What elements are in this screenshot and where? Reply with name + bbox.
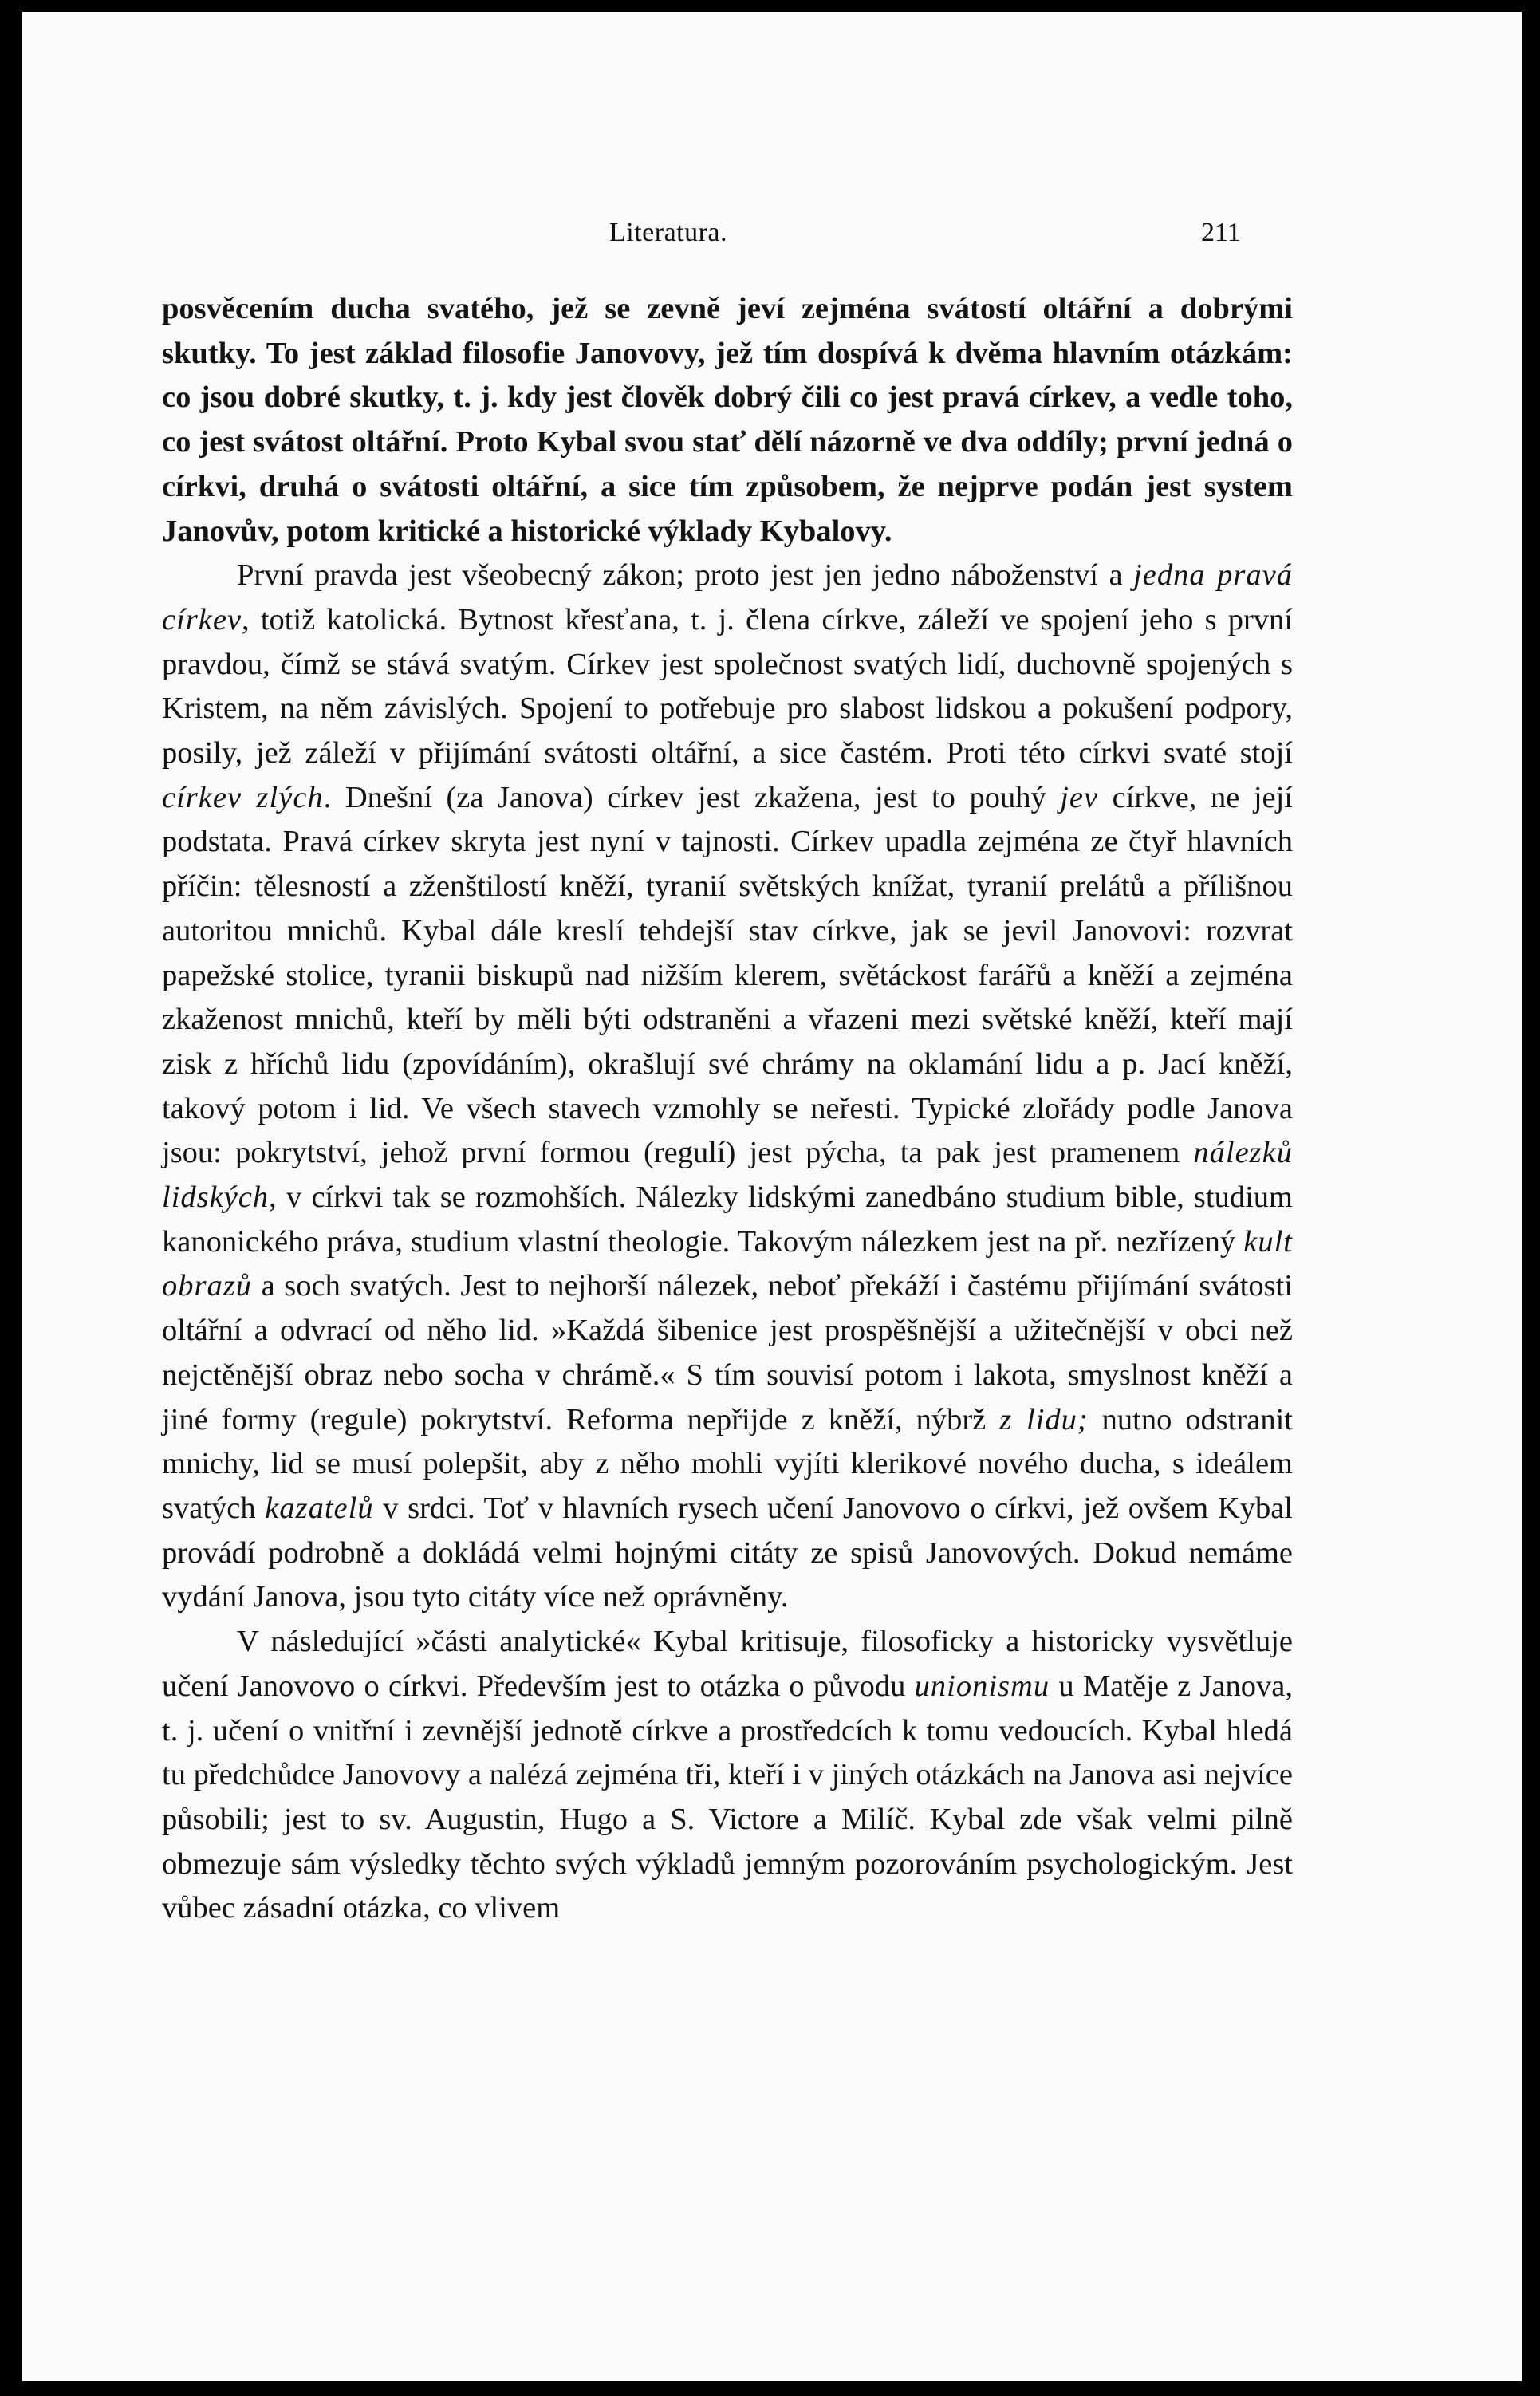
paragraph-3 [162, 1620, 1293, 1931]
text-segment: První pravda jest všeobecný zákon; proto jest jen jedno náboženství a [237, 558, 1134, 593]
running-title: Literatura. [609, 218, 728, 247]
emphasis-text: z lidu; [999, 1402, 1089, 1436]
text-segment: , v církvi tak se rozmohších. Nálezky lidskými zanedbáno studium bible, studium kanonického práva, studium vlastní theologie. Takovým nálezkem jest na př. nezřízený [162, 1180, 1293, 1259]
paragraph-2 [162, 554, 1293, 1620]
text-segment: , totiž katolická. Bytnost křesťana, t. j. člena církve, záleží ve spojení jeho s první pravdou, čímž se stává svatým. Církev jest společnost svatých lidí, duchovně spojených s Kristem, na něm závislých. Spojení to potřebuje pro slabost lidskou a pokušení podpory, posily, jež záleží v přijímání svátosti oltářní, a sice častém. Proti této církvi svaté stojí [162, 602, 1293, 770]
text-segment: nutno odstranit mnichy, lid se musí polepšit, aby z něho mohli vyjíti klerikové nového ducha, s ideálem svatých [162, 1402, 1293, 1525]
emphasis-text: jev [1060, 780, 1099, 814]
page-header [22, 218, 1522, 266]
text-segment: . Dnešní (za Janova) církev jest zkažena, jest to pouhý [323, 780, 1061, 814]
text-segment: posvěcením ducha svatého, jež se zevně jeví zejména svátostí oltářní a dobrými skutky. To jest základ filosofie Janovovy, jež tím dospívá k dvěma hlavním otázkám: co jsou dobré skutky, t. j. kdy jest člověk dobrý čili co jest pravá církev, a vedle toho, co jest svátost oltářní. Proto Kybal svou stať dělí názorně ve dva oddíly; první jedná o církvi, druhá o svátosti oltářní, a sice tím způsobem, že nejprve podán jest system Janovův, potom kritické a historické výklady Kybalovy. [162, 292, 1293, 548]
body-text [162, 287, 1293, 1931]
text-segment: církve, ne její podstata. Pravá církev skryta jest nyní v tajnosti. Církev upadla zejména ze čtyř hlavních příčin: tělesností a zženštilostí kněží, tyranií světských knížat, tyranií prelátů a přílišnou autoritou mnichů. Kybal dále kreslí tehdejší stav církve, jak se jevil Janovovi: rozvrat papežské stolice, tyranii biskupů nad nižším klerem, světáckost farářů a kněží a zejména zkaženost mnichů, kteří by měli býti odstraněni a vřazeni mezi světské kněží, kteří mají zisk z hříchů lidu (zpovídáním), okrašlují své chrámy na oklamání lidu a p. Jací kněží, takový potom i lid. Ve všech stavech vzmohly se neřesti. Typické zlořády podle Janova jsou: pokrytství, jehož první formou (regulí) jest pýcha, ta pak jest pramenem [162, 780, 1293, 1170]
page-number: 211 [1201, 218, 1241, 247]
emphasis-text: unionismu [914, 1669, 1050, 1703]
text-segment: a soch svatých. Jest to nejhorší nálezek, neboť překáží i častému přijímání svátosti oltářní a odvrací od něho lid. »Každá šibenice jest prospěšnější a užitečnější v obci než nejctěnější obraz nebo socha v chrámě.« S tím souvisí potom i lakota, smyslnost kněží a jiné formy (regule) pokrytství. Reforma nepřijde z kněží, nýbrž [162, 1269, 1293, 1436]
book-page [22, 12, 1522, 2381]
emphasis-text: kazatelů [265, 1491, 374, 1525]
text-segment: V následující »části analytické« Kybal kritisuje, filosoficky a historicky vysvětluje učení Janovovo o církvi. Především jest to otázka o původu [162, 1625, 1293, 1703]
emphasis-text: kult obrazů [162, 1224, 1293, 1303]
emphasis-text: jedna pravá církev [162, 558, 1293, 636]
text-segment: v srdci. Toť v hlavních rysech učení Janovovo o církvi, jež ovšem Kybal provádí podrobně a dokládá velmi hojnými citáty ze spisů Janovových. Dokud nemáme vydání Janova, jsou tyto citáty více než oprávněny. [162, 1491, 1293, 1614]
paragraph-1 [162, 287, 1293, 554]
text-segment: u Matěje z Janova, t. j. učení o vnitřní i zevnější jednotě církve a prostředcích k tomu vedoucích. Kybal hledá tu předchůdce Janovovy a nalézá zejména tři, kteří i v jiných otázkách na Janova asi nejvíce působili; jest to sv. Augustin, Hugo a S. Victore a Milíč. Kybal zde však velmi pilně obmezuje sám výsledky těchto svých výkladů jemným pozorováním psychologickým. Jest vůbec zásadní otázka, co vlivem [162, 1669, 1294, 1925]
emphasis-text: nálezků lidských [162, 1136, 1293, 1215]
emphasis-text: církev zlých [162, 780, 324, 814]
